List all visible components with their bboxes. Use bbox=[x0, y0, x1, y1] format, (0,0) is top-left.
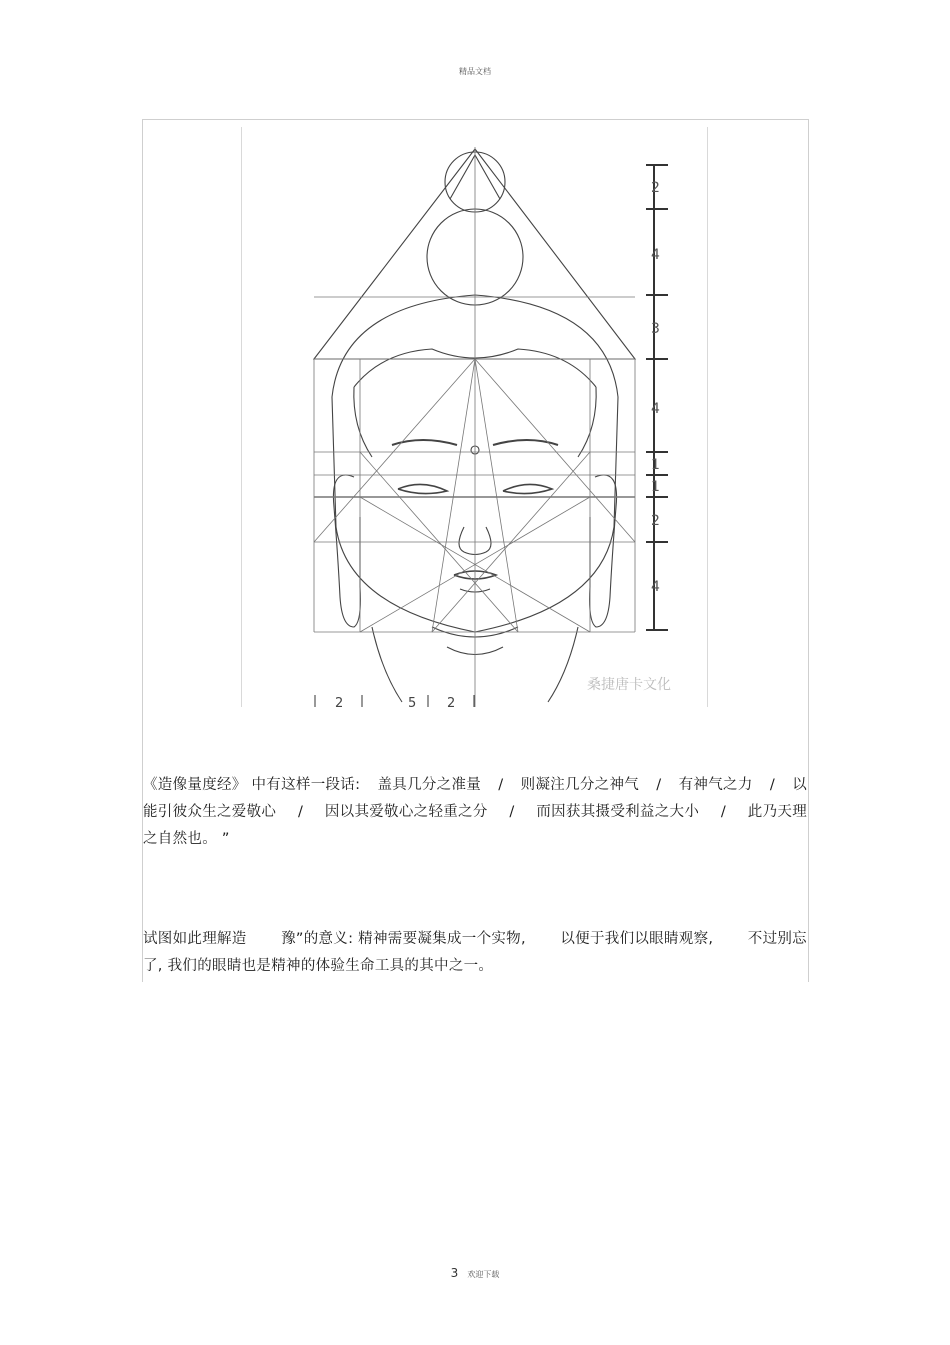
text-segment: / bbox=[720, 804, 727, 820]
text-segment: / bbox=[509, 804, 515, 820]
proportion-scale bbox=[646, 165, 668, 630]
text-segment: 因以其爱敬心之轻重之分 bbox=[324, 804, 488, 820]
bottom-label: 2 bbox=[447, 696, 456, 707]
text-segment: 《造像量度经》 中有这样一段话: bbox=[143, 777, 361, 793]
text-segment: 了, 我们的眼睛也是精神的体验生命工具的其中之一。 bbox=[143, 958, 494, 974]
text-segment: / bbox=[769, 777, 775, 793]
watermark: 桑捷唐卡文化 bbox=[587, 677, 671, 693]
paragraph-2 bbox=[143, 926, 807, 980]
paragraph-2-line-2 bbox=[143, 953, 807, 980]
page-number: 3 bbox=[450, 1266, 459, 1280]
scale-label: 3 bbox=[651, 321, 660, 337]
right-ear bbox=[590, 475, 617, 627]
text-segment: 此乃天理 bbox=[747, 804, 807, 820]
text-segment: 则凝注几分之神气 bbox=[520, 777, 640, 793]
outer-triangle bbox=[314, 149, 635, 359]
text-segment: 之自然也。 ” bbox=[143, 831, 230, 847]
scale-label: 1 bbox=[651, 457, 660, 473]
text-segment: / bbox=[297, 804, 304, 820]
text-segment: / bbox=[656, 777, 662, 793]
text-segment: 以 bbox=[792, 777, 807, 793]
text-segment: / bbox=[498, 777, 504, 793]
scale-label: 4 bbox=[651, 247, 660, 263]
scale-label: 2 bbox=[651, 513, 660, 529]
footer-text: 欢迎下载 bbox=[467, 1270, 500, 1279]
text-segment: 盖具几分之准量 bbox=[377, 777, 482, 793]
page-footer bbox=[0, 1262, 950, 1281]
text-segment: 试图如此理解造 bbox=[143, 931, 247, 947]
scale-label: 4 bbox=[651, 579, 660, 595]
paragraph-1-line-3 bbox=[143, 826, 807, 853]
scale-label: 2 bbox=[651, 180, 660, 196]
text-segment: 有神气之力 bbox=[678, 777, 753, 793]
text-segment: 能引彼众生之爱敬心 bbox=[143, 804, 277, 820]
text-segment: 而因获其摄受利益之大小 bbox=[536, 804, 700, 820]
bottom-label: 2 bbox=[335, 696, 344, 707]
scale-label: 4 bbox=[651, 401, 660, 417]
text-segment: 以便于我们以眼睛观察, bbox=[560, 931, 714, 947]
paragraph-1 bbox=[143, 772, 807, 853]
left-ear bbox=[333, 475, 360, 627]
page-header: 精品文档 bbox=[459, 67, 491, 76]
paragraph-1-line-1 bbox=[143, 772, 807, 799]
scale-label: 1 bbox=[651, 479, 660, 495]
buddha-head-drawing bbox=[242, 127, 707, 707]
text-segment: 不过别忘 bbox=[747, 931, 807, 947]
text-segment: 豫”的意义: 精神需要凝集成一个实物, bbox=[281, 931, 526, 947]
bottom-label: 5 bbox=[408, 696, 417, 707]
paragraph-1-line-2 bbox=[143, 799, 807, 826]
buddha-proportion-figure bbox=[241, 127, 708, 707]
paragraph-2-line-1 bbox=[143, 926, 807, 953]
